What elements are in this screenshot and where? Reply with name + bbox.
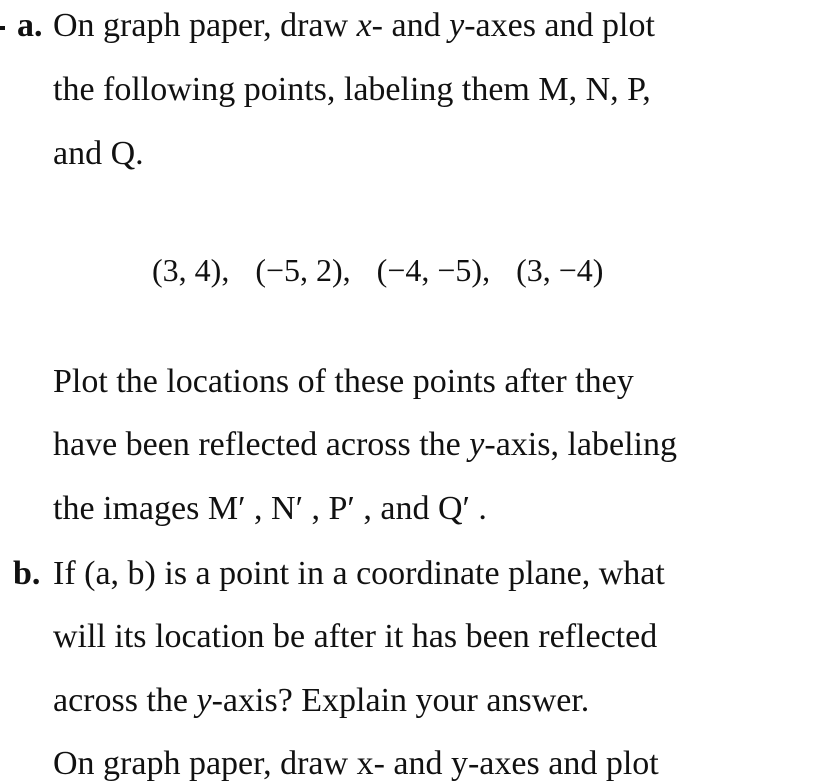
point-m: (3, 4), bbox=[152, 252, 230, 288]
points-list bbox=[152, 250, 603, 290]
point-n: (−5, 2), bbox=[255, 252, 351, 288]
point-p: (−4, −5), bbox=[376, 252, 491, 288]
part-a-line-5: have been reflected across the y-axis, labeling bbox=[53, 426, 677, 463]
part-a-line-2: the following points, labeling them M, N, P, bbox=[53, 71, 651, 108]
part-b-line-3: across the y-axis? Explain your answer. bbox=[53, 682, 590, 719]
cut-off-next-line: On graph paper, draw x- and y-axes and plot bbox=[53, 745, 659, 782]
part-a-line-6: the images M′ , N′ , P′ , and Q′ . bbox=[53, 490, 487, 527]
part-a-line-4: Plot the locations of these points after they bbox=[53, 363, 634, 400]
part-a-line-3: and Q. bbox=[53, 135, 144, 172]
part-b-label: b. bbox=[13, 555, 41, 592]
edge-mark bbox=[0, 26, 5, 30]
point-q: (3, −4) bbox=[516, 252, 604, 288]
part-a-label: a. bbox=[17, 7, 43, 44]
part-b-line-2: will its location be after it has been reflected bbox=[53, 618, 658, 655]
part-a-line-1: On graph paper, draw x- and y-axes and plot bbox=[53, 7, 655, 44]
part-b-line-1: If (a, b) is a point in a coordinate plane, what bbox=[53, 555, 665, 592]
